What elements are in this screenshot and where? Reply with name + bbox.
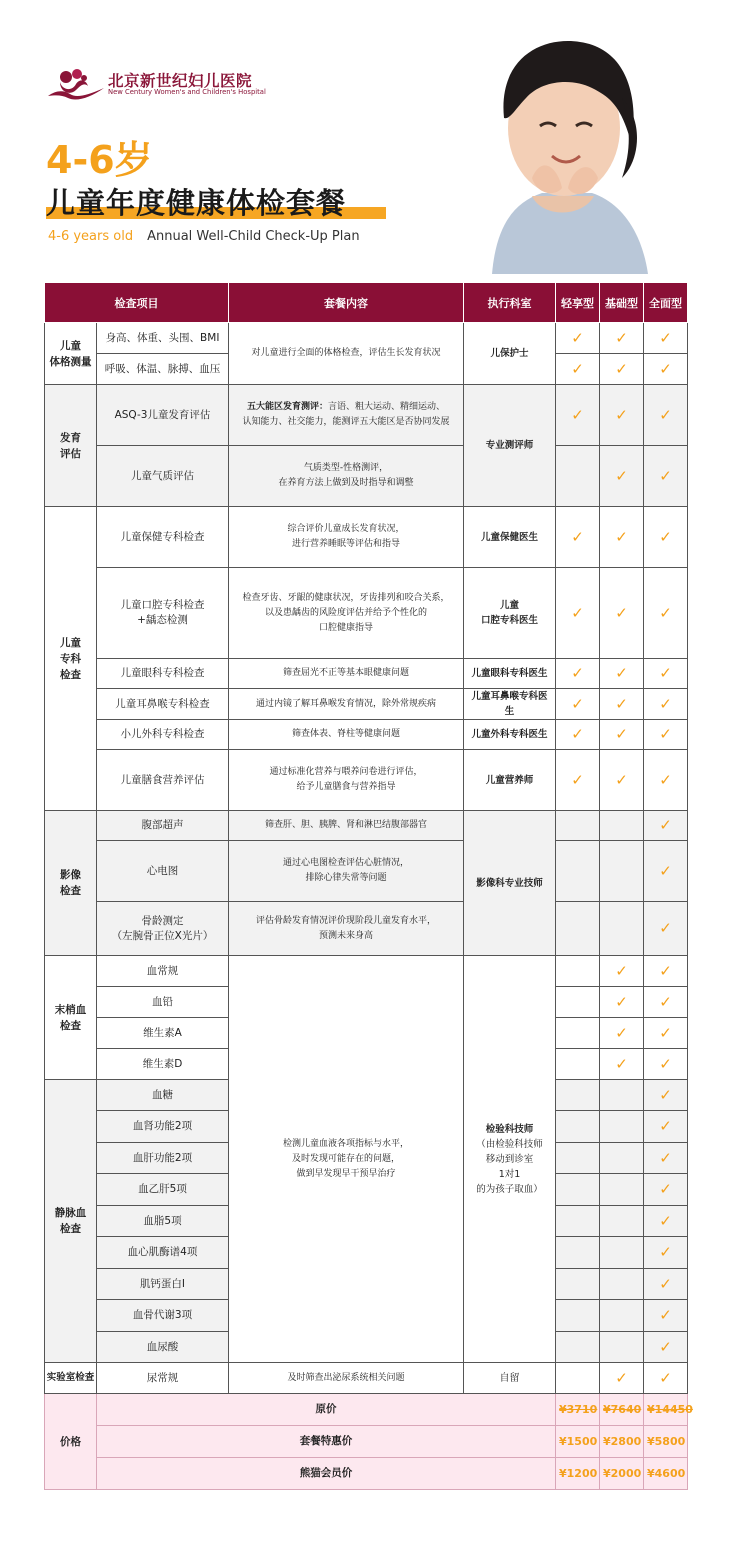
check-mark: ✓	[644, 385, 688, 446]
empty-cell	[556, 1332, 600, 1363]
empty-cell	[600, 841, 644, 902]
empty-cell	[556, 1206, 600, 1237]
table-row	[45, 750, 688, 811]
price-original-full: ¥14450	[644, 1394, 688, 1426]
desc-spec1: 综合评价儿童成长发育状况， 进行营养睡眠等评估和指导	[229, 507, 464, 568]
table-row	[45, 689, 688, 720]
item-cap3: 维生素A	[97, 1018, 229, 1049]
empty-cell	[556, 1363, 600, 1394]
check-mark: ✓	[556, 385, 600, 446]
hospital-logo-icon	[46, 66, 106, 100]
page-title: 儿童年度健康体检套餐	[46, 186, 347, 220]
empty-cell	[556, 1143, 600, 1174]
empty-cell	[600, 1269, 644, 1300]
check-mark: ✓	[600, 1363, 644, 1394]
check-mark: ✓	[644, 750, 688, 811]
check-mark: ✓	[556, 568, 600, 659]
child-photo	[472, 28, 652, 274]
check-mark: ✓	[644, 1049, 688, 1080]
check-mark: ✓	[644, 811, 688, 841]
header-full: 全面型	[644, 283, 688, 323]
dept-spec2: 儿童 口腔专科医生	[464, 568, 556, 659]
table-row	[45, 1363, 688, 1394]
price-special-light: ¥1500	[556, 1426, 600, 1458]
item-img2: 心电图	[97, 841, 229, 902]
empty-cell	[556, 1237, 600, 1269]
check-mark: ✓	[556, 354, 600, 385]
empty-cell	[556, 1049, 600, 1080]
category-body: 儿童 体格测量	[45, 323, 97, 385]
table-row	[45, 956, 688, 987]
category-lab: 实验室检查	[45, 1363, 97, 1394]
desc-lab1: 及时筛查出泌尿系统相关问题	[229, 1363, 464, 1394]
check-mark: ✓	[600, 689, 644, 720]
dept-spec1: 儿童保健医生	[464, 507, 556, 568]
table-row	[45, 446, 688, 507]
empty-cell	[600, 1080, 644, 1111]
table-row	[45, 323, 688, 354]
check-mark: ✓	[600, 956, 644, 987]
check-mark: ✓	[644, 1143, 688, 1174]
price-special-label: 套餐特惠价	[97, 1426, 556, 1458]
empty-cell	[556, 956, 600, 987]
check-mark: ✓	[644, 720, 688, 750]
subtitle-age: 4-6 years old	[48, 229, 134, 244]
check-mark: ✓	[644, 902, 688, 956]
empty-cell	[556, 811, 600, 841]
empty-cell	[600, 1332, 644, 1363]
price-special-full: ¥5800	[644, 1426, 688, 1458]
item-ven7: 肌钙蛋白I	[97, 1269, 229, 1300]
check-mark: ✓	[644, 568, 688, 659]
dept-spec5: 儿童外科专科医生	[464, 720, 556, 750]
table-row	[45, 720, 688, 750]
dept-spec6: 儿童营养师	[464, 750, 556, 811]
desc-dev1: 五大能区发育测评：言语、粗大运动、精细运动、 认知能力、社交能力，能测评五大能区是否协同发展	[229, 385, 464, 446]
category-dev: 发育 评估	[45, 385, 97, 507]
category-img: 影像 检查	[45, 811, 97, 956]
item-ven8: 血骨代谢3项	[97, 1300, 229, 1332]
item-ven5: 血脂5项	[97, 1206, 229, 1237]
check-mark: ✓	[644, 1206, 688, 1237]
empty-cell	[600, 1300, 644, 1332]
item-body1: 身高、体重、头围、BMI	[97, 323, 229, 354]
check-mark: ✓	[644, 689, 688, 720]
price-row-special	[45, 1426, 688, 1458]
check-mark: ✓	[644, 446, 688, 507]
desc-img1: 筛查肝、胆、胰脾、肾和淋巴结腹部器官	[229, 811, 464, 841]
desc-spec6: 通过标准化营养与喂养问卷进行评估， 给予儿童膳食与营养指导	[229, 750, 464, 811]
check-mark: ✓	[644, 1080, 688, 1111]
desc-body: 对儿童进行全面的体格检查，评估生长发育状况	[229, 323, 464, 385]
price-original-label: 原价	[97, 1394, 556, 1426]
price-special-basic: ¥2800	[600, 1426, 644, 1458]
check-mark: ✓	[600, 750, 644, 811]
item-img3: 骨龄测定 （左腕骨正位X光片）	[97, 902, 229, 956]
check-mark: ✓	[556, 323, 600, 354]
category-cap: 末梢血 检查	[45, 956, 97, 1080]
hospital-name: 北京新世纪妇儿医院	[108, 72, 253, 90]
desc-spec5: 筛查体表、脊柱等健康问题	[229, 720, 464, 750]
check-mark: ✓	[644, 507, 688, 568]
empty-cell	[556, 841, 600, 902]
dept-dev: 专业测评师	[464, 385, 556, 507]
table-row	[45, 811, 688, 841]
item-spec2: 儿童口腔专科检查 +龋态检测	[97, 568, 229, 659]
item-spec4: 儿童耳鼻喉专科检查	[97, 689, 229, 720]
item-spec1: 儿童保健专科检查	[97, 507, 229, 568]
item-body2: 呼吸、体温、脉搏、血压	[97, 354, 229, 385]
dept-spec4: 儿童耳鼻喉专科医生	[464, 689, 556, 720]
check-mark: ✓	[600, 1049, 644, 1080]
desc-blood: 检测儿童血液各项指标与水平， 及时发现可能存在的问题， 做到早发现早干预早治疗	[229, 956, 464, 1363]
item-ven9: 血尿酸	[97, 1332, 229, 1363]
category-price: 价格	[45, 1394, 97, 1490]
check-mark: ✓	[600, 354, 644, 385]
table-row	[45, 507, 688, 568]
category-ven: 静脉血 检查	[45, 1080, 97, 1363]
check-mark: ✓	[644, 1300, 688, 1332]
check-mark: ✓	[556, 507, 600, 568]
desc-img3: 评估骨龄发育情况评价现阶段儿童发育水平， 预测未来身高	[229, 902, 464, 956]
check-mark: ✓	[644, 1018, 688, 1049]
item-lab1: 尿常规	[97, 1363, 229, 1394]
price-member-label: 熊猫会员价	[97, 1458, 556, 1490]
price-member-full: ¥4600	[644, 1458, 688, 1490]
item-ven1: 血糖	[97, 1080, 229, 1111]
subtitle	[48, 229, 360, 244]
item-dev2: 儿童气质评估	[97, 446, 229, 507]
header-items: 检查项目	[45, 283, 229, 323]
table-row	[45, 841, 688, 902]
empty-cell	[600, 1143, 644, 1174]
price-row-member	[45, 1458, 688, 1490]
check-mark: ✓	[644, 1111, 688, 1143]
age-range: 4-6岁	[46, 138, 153, 182]
empty-cell	[556, 1080, 600, 1111]
desc-spec3: 筛查屈光不正等基本眼健康问题	[229, 659, 464, 689]
header-dept: 执行科室	[464, 283, 556, 323]
checkup-table	[44, 282, 693, 1490]
check-mark: ✓	[556, 750, 600, 811]
price-row-original	[45, 1394, 688, 1426]
desc-spec4: 通过内镜了解耳鼻喉发育情况，除外常规疾病	[229, 689, 464, 720]
table-row	[45, 659, 688, 689]
empty-cell	[600, 1206, 644, 1237]
empty-cell	[556, 902, 600, 956]
price-original-basic: ¥7640	[600, 1394, 644, 1426]
price-member-light: ¥1200	[556, 1458, 600, 1490]
header-light: 轻享型	[556, 283, 600, 323]
table-row	[45, 568, 688, 659]
item-spec3: 儿童眼科专科检查	[97, 659, 229, 689]
dept-body: 儿保护士	[464, 323, 556, 385]
desc-spec2: 检查牙齿、牙龈的健康状况，牙齿排列和咬合关系， 以及患龋齿的风险度评估并给予个性化的 口腔健康指导	[229, 568, 464, 659]
price-original-light: ¥3710	[556, 1394, 600, 1426]
empty-cell	[556, 1111, 600, 1143]
item-spec6: 儿童膳食营养评估	[97, 750, 229, 811]
check-mark: ✓	[600, 446, 644, 507]
desc-dev2: 气质类型-性格测评， 在养育方法上做到及时指导和调整	[229, 446, 464, 507]
check-mark: ✓	[644, 956, 688, 987]
check-mark: ✓	[556, 659, 600, 689]
empty-cell	[600, 1174, 644, 1206]
table-row	[45, 902, 688, 956]
dept-urine: 自留	[464, 1363, 556, 1394]
desc-img2: 通过心电图检查评估心脏情况， 排除心律失常等问题	[229, 841, 464, 902]
empty-cell	[556, 446, 600, 507]
check-mark: ✓	[644, 1332, 688, 1363]
price-member-basic: ¥2000	[600, 1458, 644, 1490]
item-img1: 腹部超声	[97, 811, 229, 841]
page-header	[0, 0, 730, 282]
item-cap1: 血常规	[97, 956, 229, 987]
item-dev1: ASQ-3儿童发育评估	[97, 385, 229, 446]
table-header-row	[45, 283, 688, 323]
check-mark: ✓	[644, 659, 688, 689]
check-mark: ✓	[600, 720, 644, 750]
check-mark: ✓	[600, 507, 644, 568]
check-mark: ✓	[556, 689, 600, 720]
check-mark: ✓	[644, 1174, 688, 1206]
check-mark: ✓	[644, 841, 688, 902]
check-mark: ✓	[556, 720, 600, 750]
check-mark: ✓	[600, 1018, 644, 1049]
check-mark: ✓	[600, 568, 644, 659]
subtitle-plan: Annual Well-Child Check-Up Plan	[147, 229, 360, 244]
item-cap2: 血铅	[97, 987, 229, 1018]
check-mark: ✓	[644, 1363, 688, 1394]
header-basic: 基础型	[600, 283, 644, 323]
empty-cell	[600, 1111, 644, 1143]
category-spec: 儿童 专科 检查	[45, 507, 97, 811]
dept-spec3: 儿童眼科专科医生	[464, 659, 556, 689]
empty-cell	[556, 1018, 600, 1049]
header-content: 套餐内容	[229, 283, 464, 323]
check-mark: ✓	[644, 1237, 688, 1269]
check-mark: ✓	[600, 323, 644, 354]
empty-cell	[600, 902, 644, 956]
check-mark: ✓	[600, 385, 644, 446]
check-mark: ✓	[644, 1269, 688, 1300]
empty-cell	[600, 811, 644, 841]
empty-cell	[556, 987, 600, 1018]
item-ven3: 血肝功能2项	[97, 1143, 229, 1174]
empty-cell	[556, 1269, 600, 1300]
item-ven2: 血肾功能2项	[97, 1111, 229, 1143]
empty-cell	[556, 1174, 600, 1206]
hospital-name-en: New Century Women's and Children's Hospital	[108, 88, 266, 96]
table-row	[45, 385, 688, 446]
item-cap4: 维生素D	[97, 1049, 229, 1080]
item-ven4: 血乙肝5项	[97, 1174, 229, 1206]
check-mark: ✓	[644, 354, 688, 385]
dept-lab: 检验科技师 （由检验科技师 移动到诊室 1对1 的为孩子取血）	[464, 956, 556, 1363]
check-mark: ✓	[644, 987, 688, 1018]
check-mark: ✓	[600, 659, 644, 689]
item-spec5: 小儿外科专科检查	[97, 720, 229, 750]
dept-img: 影像科专业技师	[464, 811, 556, 956]
empty-cell	[556, 1300, 600, 1332]
item-ven6: 血心肌酶谱4项	[97, 1237, 229, 1269]
empty-cell	[600, 1237, 644, 1269]
check-mark: ✓	[644, 323, 688, 354]
check-mark: ✓	[600, 987, 644, 1018]
